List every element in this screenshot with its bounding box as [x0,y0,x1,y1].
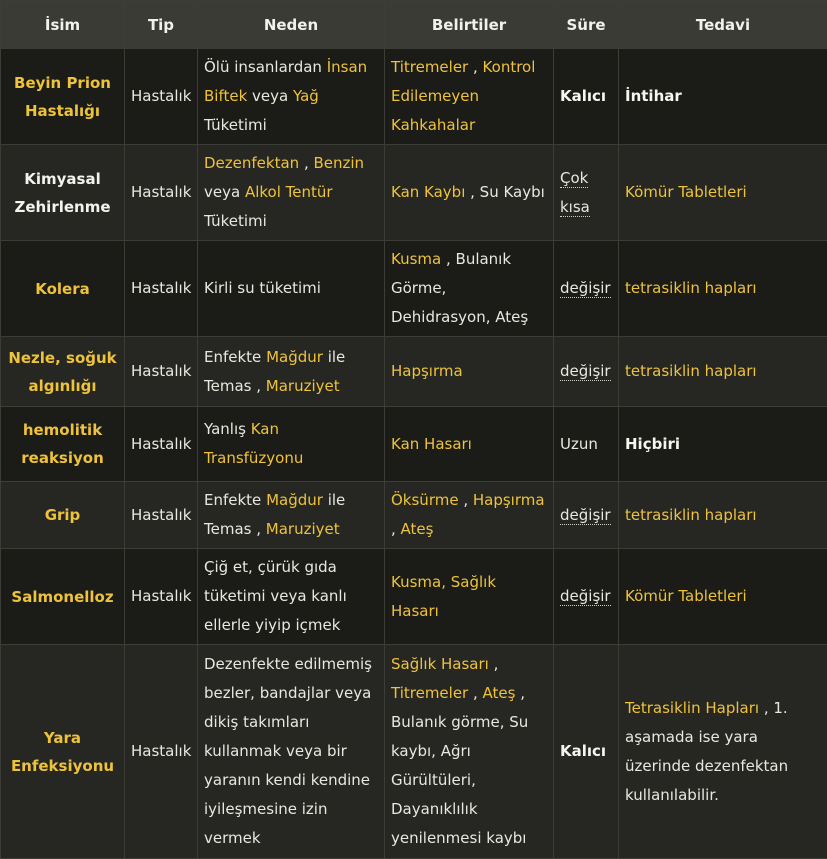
symptom-link[interactable]: Kan Hasarı [391,435,472,453]
disease-cause: Çiğ et, çürük gıda tüketimi veya kanlı ellerle yiyip içmek [198,549,385,645]
disease-duration [554,145,619,241]
disease-type: Hastalık [125,549,198,645]
symptom-link[interactable]: Kontrol Edilemeyen Kahkahalar [391,58,535,134]
disease-duration [554,482,619,549]
symptom-link[interactable]: Hapşırma [391,362,463,380]
col-header-duration[interactable]: Süre [554,1,619,49]
disease-cause [198,145,385,241]
symptom-text: , [468,684,482,702]
cause-text: veya [204,183,245,201]
cause-text: Enfekte [204,491,266,509]
disease-cause [198,337,385,407]
disease-type: Hastalık [125,145,198,241]
treatment-text: Hiçbiri [625,435,680,453]
disease-type: Hastalık [125,482,198,549]
col-header-cause[interactable]: Neden [198,1,385,49]
cause-text: ile Temas , [204,491,345,538]
symptom-link[interactable]: Ateş [401,520,434,538]
table-row [1,645,827,859]
disease-link[interactable]: Nezle, soğuk algınlığı [8,349,116,395]
disease-treatment [619,645,827,859]
symptom-text: , [459,491,473,509]
symptom-text: , [468,58,482,76]
table-row [1,407,827,482]
disease-name: Kimyasal Zehirlenme [1,145,125,241]
disease-link[interactable]: Salmonelloz [11,588,113,606]
cause-link[interactable]: İnsan Biftek [204,58,367,105]
disease-name[interactable] [1,407,125,482]
disease-duration [554,337,619,407]
table-row [1,241,827,337]
disease-duration [554,549,619,645]
table-row [1,482,827,549]
disease-duration: Uzun [554,407,619,482]
symptom-link[interactable]: Öksürme [391,491,459,509]
header-row [1,1,827,49]
disease-duration [554,241,619,337]
treatment-link[interactable]: Tetrasiklin Hapları [625,699,759,717]
table-row [1,337,827,407]
disease-link[interactable]: Yara Enfeksiyonu [11,729,114,775]
symptom-link[interactable]: Kan Kaybı [391,183,465,201]
disease-type: Hastalık [125,407,198,482]
disease-name[interactable] [1,49,125,145]
disease-symptoms [385,49,554,145]
cause-link[interactable]: Mağdur [266,491,323,509]
disease-cause: Dezenfekte edilmemiş bezler, bandajlar veya dikiş takımları kullanmak veya bir yaranın kendi kendine iyileşmesine izin vermek [198,645,385,859]
treatment-link[interactable]: Kömür Tabletleri [625,183,747,201]
cause-link[interactable]: Mağdur [266,348,323,366]
duration-abbr[interactable]: Çok kısa [560,169,590,217]
disease-name[interactable] [1,549,125,645]
symptom-link[interactable]: Hapşırma [473,491,545,509]
disease-symptoms [385,241,554,337]
symptom-link[interactable]: Titremeler [391,58,468,76]
duration-abbr[interactable]: değişir [560,587,611,606]
disease-link[interactable]: Beyin Prion Hastalığı [14,74,111,120]
cause-link[interactable]: Maruziyet [266,520,340,538]
cause-text: Yanlış [204,420,251,438]
cause-link[interactable]: Alkol Tentür [245,183,333,201]
disease-name[interactable] [1,645,125,859]
duration-abbr[interactable]: değişir [560,362,611,381]
disease-symptoms [385,337,554,407]
cause-link[interactable]: Maruziyet [266,377,340,395]
table-row [1,549,827,645]
cause-link[interactable]: Kan Transfüzyonu [204,420,303,467]
treatment-text: İntihar [625,87,682,105]
disease-treatment [619,337,827,407]
disease-cause [198,49,385,145]
disease-treatment [619,49,827,145]
duration-text: Kalıcı [560,742,606,760]
symptom-text: , [391,520,401,538]
disease-cause [198,482,385,549]
treatment-link[interactable]: tetrasiklin hapları [625,506,757,524]
disease-type: Hastalık [125,241,198,337]
disease-cause: Kirli su tüketimi [198,241,385,337]
disease-treatment [619,241,827,337]
treatment-link[interactable]: Kömür Tabletleri [625,587,747,605]
cause-text: Tüketimi [204,116,267,134]
disease-type: Hastalık [125,337,198,407]
cause-text: Tüketimi [204,212,267,230]
disease-symptoms [385,407,554,482]
disease-name[interactable] [1,337,125,407]
treatment-text: , 1. aşamada ise yara üzerinde dezenfektan kullanılabilir. [625,699,788,804]
duration-abbr[interactable]: değişir [560,506,611,525]
disease-link[interactable]: Kolera [35,280,90,298]
duration-abbr[interactable]: değişir [560,279,611,298]
cause-text: Enfekte [204,348,266,366]
disease-symptoms [385,482,554,549]
cause-link[interactable]: Benzin [313,154,364,172]
cause-text: , [299,154,313,172]
disease-treatment [619,407,827,482]
col-header-treatment[interactable]: Tedavi [619,1,827,49]
disease-type: Hastalık [125,49,198,145]
disease-symptoms [385,549,554,645]
disease-symptoms [385,645,554,859]
cause-text: Ölü insanlardan [204,58,327,76]
symptom-text: , Su Kaybı [465,183,544,201]
disease-treatment [619,549,827,645]
disease-duration [554,49,619,145]
disease-symptoms [385,145,554,241]
symptom-link[interactable]: Titremeler [391,684,468,702]
disease-duration [554,645,619,859]
col-header-type[interactable]: Tip [125,1,198,49]
cause-link[interactable]: Dezenfektan [204,154,299,172]
symptom-link[interactable]: Sağlık Hasarı [391,655,489,673]
disease-type: Hastalık [125,645,198,859]
symptom-text: , Bulanık Görme, Dehidrasyon, Ateş [391,250,528,326]
table-row [1,145,827,241]
col-header-symptoms[interactable]: Belirtiler [385,1,554,49]
symptom-link[interactable]: Ateş [483,684,516,702]
cause-text: veya [247,87,293,105]
disease-name[interactable] [1,482,125,549]
table-row [1,49,827,145]
symptom-link[interactable]: Kusma [391,250,441,268]
treatment-link[interactable]: tetrasiklin hapları [625,279,757,297]
treatment-link[interactable]: tetrasiklin hapları [625,362,757,380]
disease-treatment [619,145,827,241]
duration-text: Kalıcı [560,87,606,105]
disease-cause [198,407,385,482]
symptom-link[interactable]: Kusma, Sağlık Hasarı [391,573,496,620]
cause-link[interactable]: Yağ [293,87,319,105]
disease-name[interactable] [1,241,125,337]
col-header-name[interactable]: İsim [1,1,125,49]
disease-link[interactable]: hemolitik reaksiyon [21,421,104,467]
cause-text: ile Temas , [204,348,345,395]
disease-treatment [619,482,827,549]
symptom-text: , Bulanık görme, Su kaybı, Ağrı Gürültüleri, Dayanıklılık yenilenmesi kaybı [391,684,528,847]
disease-link[interactable]: Grip [45,506,81,524]
symptom-text: , [489,655,499,673]
